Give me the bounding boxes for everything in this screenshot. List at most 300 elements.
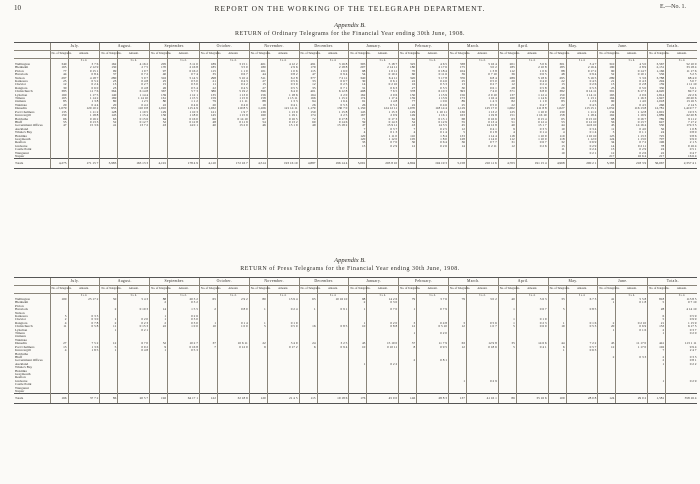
- total-count: 4,703: [498, 159, 516, 169]
- month-header: September.: [150, 278, 200, 286]
- amount-subheader: Amount.: [466, 51, 498, 59]
- telegram-count: 97: [150, 70, 168, 73]
- amount-value: 0 1 4: [516, 131, 548, 134]
- telegram-count: 27: [399, 87, 417, 90]
- telegram-count: 185: [498, 66, 516, 69]
- amount-value: 9 11 2: [666, 118, 698, 121]
- amount-value: 1 12 4: [516, 94, 548, 97]
- amount-value: 0 7 9: [417, 308, 449, 311]
- amount-value: 0 5 8: [516, 87, 548, 90]
- amount-value: 0 7 1: [317, 87, 349, 90]
- office-name: Port Chalmers: [15, 109, 35, 114]
- amount-value: 2 0 9: [367, 114, 399, 117]
- telegram-count: 295: [548, 77, 566, 80]
- amount-value: 0 5 2: [367, 104, 399, 107]
- amount-value: 14 0 1: [168, 124, 200, 127]
- amount-value: 1 12 0: [367, 138, 399, 141]
- amount-value: 6 2 8: [267, 77, 299, 80]
- amount-value: 0 2 4: [68, 83, 100, 86]
- amount-value: 0 4 0: [516, 80, 548, 83]
- telegram-count: 112: [498, 138, 516, 141]
- amount-value: 0 4 2: [118, 104, 150, 107]
- amount-value: 5 17 8: [417, 77, 449, 80]
- telegram-count: 175: [448, 66, 466, 69]
- amount-value: 20 3 2: [168, 298, 200, 301]
- month-header: January.: [349, 278, 399, 286]
- amount-value: 9 8 6: [666, 135, 698, 138]
- amount-value: 0 2 7: [466, 83, 498, 86]
- amount-value: 1 3 8: [466, 70, 498, 73]
- amount-value: 1 0 0: [168, 325, 200, 328]
- telegram-count: 2: [598, 356, 616, 359]
- amount-value: 1 18 4: [566, 114, 598, 117]
- office-name: Rangiora: [15, 85, 28, 90]
- count-subheader: No. of Telegrams.: [548, 286, 566, 294]
- month-header: Totals.: [648, 43, 698, 51]
- telegram-count: 24: [648, 131, 666, 134]
- telegram-count: 22: [548, 104, 566, 107]
- amount-value: 0 6 3: [566, 349, 598, 352]
- amount-value: 0 2 2: [666, 363, 698, 366]
- telegram-count: 156: [150, 114, 168, 117]
- telegram-count: 1: [150, 349, 168, 352]
- telegram-count: 25: [448, 104, 466, 107]
- amount-value: 2 2 5: [317, 114, 349, 117]
- amount-value: 1 0 11: [367, 70, 399, 73]
- amount-value: 0 5 3: [168, 349, 200, 352]
- office-name: Timaru: [15, 331, 25, 336]
- telegram-count: 1: [399, 308, 417, 311]
- office-name: Christchurch: [15, 324, 33, 329]
- telegram-count: 150: [299, 111, 317, 114]
- telegram-count: 22: [399, 104, 417, 107]
- office-name: Invercargill: [15, 348, 31, 353]
- telegram-count: 62: [399, 118, 417, 121]
- amount-value: 0 10 3: [118, 308, 150, 311]
- amount-value: 0 8 8: [367, 325, 399, 328]
- amount-value: 14 6 10: [566, 124, 598, 127]
- ordinary-telegrams-table: [14, 42, 697, 169]
- month-header: June.: [598, 278, 648, 286]
- amount-value: 0 3 3: [616, 356, 648, 359]
- telegram-count: 386: [199, 90, 217, 93]
- amount-value: 0 10 1: [616, 73, 648, 76]
- amount-value: 0 1 9: [516, 318, 548, 321]
- telegram-count: 12: [598, 152, 616, 155]
- total-count: 166: [50, 394, 68, 404]
- amount-value: 0 3 2: [168, 301, 200, 304]
- amount-value: 16 6 4: [616, 155, 648, 159]
- amount-value: 1 14 4: [118, 94, 150, 97]
- telegram-count: 45: [598, 342, 616, 345]
- amount-value: 0 2 7: [118, 83, 150, 86]
- amount-value: 2 1 5: [666, 141, 698, 144]
- telegram-count: 165: [50, 66, 68, 69]
- amount-value: 0 12 8: [168, 121, 200, 124]
- total-amount: 178 4 9: [168, 159, 200, 169]
- total-count: 4,191: [150, 159, 168, 169]
- telegram-count: 40: [199, 124, 217, 127]
- telegram-count: 22: [498, 104, 516, 107]
- telegram-count: 1,814: [648, 94, 666, 97]
- telegram-count: 134: [598, 111, 616, 114]
- amount-value: 0 2 6: [168, 315, 200, 318]
- amount-value: 2 16 4: [566, 66, 598, 69]
- month-header: November.: [249, 43, 299, 51]
- amount-value: 0 1 4: [566, 131, 598, 134]
- amount-value: 0 5 5: [267, 87, 299, 90]
- telegram-count: 2: [199, 308, 217, 311]
- amount-value: 7 6 5: [367, 90, 399, 93]
- amount-value: 0 2 3: [118, 322, 150, 325]
- amount-value: 7 17 2: [666, 121, 698, 124]
- telegram-count: 11: [598, 128, 616, 131]
- telegram-count: 5: [648, 318, 666, 321]
- amount-value: 1 6 4: [317, 100, 349, 103]
- amount-value: 1,419 7 7: [666, 107, 698, 110]
- amount-value: 1 8 0: [417, 138, 449, 141]
- amount-value: 1 8 4: [417, 135, 449, 138]
- telegram-count: 7: [349, 128, 367, 131]
- telegram-count: 16: [399, 83, 417, 86]
- telegram-count: 1,070: [399, 107, 417, 110]
- count-subheader: No. of Telegrams.: [448, 286, 466, 294]
- total-count: 86: [100, 394, 118, 404]
- office-name: Whale's Bay: [15, 130, 33, 135]
- telegram-count: 1: [598, 329, 616, 332]
- amount-value: 1 5 5: [168, 308, 200, 311]
- telegram-count: 90: [598, 100, 616, 103]
- month-header: January.: [349, 43, 399, 51]
- amount-value: 0 4 7: [516, 104, 548, 107]
- amount-value: 6 17 5: [666, 325, 698, 328]
- telegram-count: 185: [199, 66, 217, 69]
- telegram-count: 70: [399, 70, 417, 73]
- telegram-count: 159: [50, 114, 68, 117]
- telegram-count: 79: [448, 298, 466, 301]
- amount-value: 1 16 1: [417, 114, 449, 117]
- count-subheader: No. of Telegrams.: [299, 51, 317, 59]
- office-name: Wellington: [15, 297, 30, 301]
- amount-value: 0 2 9: [466, 380, 498, 383]
- month-header: May.: [548, 278, 598, 286]
- amount-value: 1 14 0: [466, 138, 498, 141]
- count-subheader: No. of Telegrams.: [349, 286, 367, 294]
- amount-value: 2 14 5: [666, 104, 698, 107]
- telegram-count: 55: [50, 121, 68, 124]
- telegram-count: 1,150: [349, 107, 367, 110]
- telegram-count: 4: [399, 131, 417, 134]
- amount-value: 0 3 7: [367, 128, 399, 131]
- amount-subheader: Amount.: [516, 286, 548, 294]
- telegram-count: 88: [249, 100, 267, 103]
- amount-value: 1 15 9: [217, 114, 249, 117]
- office-name: Blenheim: [15, 65, 29, 70]
- amount-value: 0 12 9: [417, 121, 449, 124]
- amount-value: 0 13 4: [466, 121, 498, 124]
- amount-value: 0 6 7: [516, 141, 548, 144]
- amount-value: 6 7 0: [118, 342, 150, 345]
- amount-value: 0 8 2: [267, 73, 299, 76]
- telegram-count: 128: [100, 111, 118, 114]
- telegram-count: 376: [448, 77, 466, 80]
- amount-subheader: Amount.: [566, 51, 598, 59]
- telegram-count: 30: [50, 87, 68, 90]
- amount-value: 1 1 2: [168, 100, 200, 103]
- telegram-count: 60: [199, 118, 217, 121]
- amount-value: 1 19 1: [267, 114, 299, 117]
- telegram-count: 9: [249, 346, 267, 349]
- amount-value: 0 3 0: [168, 318, 200, 321]
- count-subheader: No. of Telegrams.: [100, 286, 118, 294]
- telegram-count: 140: [100, 94, 118, 97]
- office-name: Blenheim: [15, 300, 29, 305]
- telegram-count: 1,002: [498, 107, 516, 110]
- telegram-count: 27: [249, 87, 267, 90]
- units-label: £ s. d.: [616, 59, 648, 64]
- amount-value: 19 3 3: [666, 111, 698, 114]
- telegram-count: 158: [548, 114, 566, 117]
- units-label: £ s. d.: [666, 59, 698, 64]
- amount-value: 1 14 4: [466, 135, 498, 138]
- telegram-count: 65: [548, 118, 566, 121]
- amount-value: 1 13 11: [267, 97, 299, 100]
- telegram-count: 52: [100, 121, 118, 124]
- telegram-count: 35: [199, 73, 217, 76]
- amount-value: 6 8 4: [466, 77, 498, 80]
- amount-value: 0 16 2: [168, 70, 200, 73]
- amount-value: 111 8 8: [516, 107, 548, 110]
- amount-value: 1 9 7: [217, 111, 249, 114]
- amount-subheader: Amount.: [666, 51, 698, 59]
- amount-value: 10 2 7: [168, 342, 200, 345]
- telegram-count: 1: [448, 380, 466, 383]
- telegram-count: 43: [150, 124, 168, 127]
- amount-value: 0 2 6: [566, 83, 598, 86]
- telegram-count: 115: [299, 70, 317, 73]
- amount-value: 0 4 3: [217, 80, 249, 83]
- telegram-count: 1,052: [598, 107, 616, 110]
- amount-value: 0 2 11: [466, 145, 498, 148]
- amount-value: 0 1 8: [466, 131, 498, 134]
- amount-value: 13 16 5: [666, 100, 698, 103]
- telegram-count: 13: [548, 83, 566, 86]
- month-header: April.: [498, 43, 548, 51]
- telegram-count: 22: [548, 80, 566, 83]
- telegram-count: 68: [448, 118, 466, 121]
- amount-value: 0 2 0: [666, 332, 698, 335]
- telegram-count: 39: [448, 73, 466, 76]
- amount-value: 0 15 1: [417, 118, 449, 121]
- telegram-count: 9: [498, 128, 516, 131]
- totals-label: Totals: [14, 159, 50, 169]
- telegram-count: 25: [50, 80, 68, 83]
- amount-subheader: Amount.: [68, 51, 100, 59]
- telegram-count: 179: [299, 66, 317, 69]
- amount-value: 0 9 1: [317, 308, 349, 311]
- telegram-count: 28: [648, 308, 666, 311]
- amount-value: 0 1 8: [616, 301, 648, 304]
- telegram-count: 27: [50, 342, 68, 345]
- amount-value: 6 17 3: [616, 90, 648, 93]
- month-header: September.: [150, 43, 200, 51]
- telegram-count: 280: [100, 77, 118, 80]
- telegram-count: 13: [448, 83, 466, 86]
- amount-value: 0 6 9: [566, 141, 598, 144]
- telegram-count: 98: [349, 298, 367, 301]
- telegram-count: 162: [349, 94, 367, 97]
- telegram-count: 2: [150, 322, 168, 325]
- amount-value: 0 6 0: [68, 87, 100, 90]
- office-name: Waimate: [15, 337, 27, 342]
- total-amount: 28 0 8: [566, 394, 598, 404]
- office-name: Wanganui: [15, 150, 29, 155]
- office-name: Invercargill: [15, 113, 31, 118]
- amount-value: 0 5 0: [466, 80, 498, 83]
- telegram-count: 130: [548, 111, 566, 114]
- amount-value: 0 15 10: [566, 118, 598, 121]
- amount-value: 1 10 10: [566, 135, 598, 138]
- amount-value: 0 16 2: [68, 118, 100, 121]
- telegram-count: 25: [598, 87, 616, 90]
- telegram-count: 145: [349, 111, 367, 114]
- office-name: Wanganui: [15, 385, 29, 390]
- telegram-count: 118: [548, 138, 566, 141]
- amount-value: 0 2 6: [616, 152, 648, 155]
- amount-value: 0 6 0: [516, 325, 548, 328]
- amount-value: 5 3 6: [616, 77, 648, 80]
- office-name: Government Offices: [15, 358, 43, 363]
- office-name: Havelock: [15, 72, 28, 77]
- total-count: 56,067: [648, 159, 666, 169]
- telegram-count: 135: [50, 111, 68, 114]
- telegram-count: 1: [349, 363, 367, 366]
- count-subheader: No. of Telegrams.: [648, 286, 666, 294]
- amount-value: 116 13 8: [616, 107, 648, 110]
- telegram-count: 2: [598, 322, 616, 325]
- telegram-count: 28: [498, 87, 516, 90]
- amount-value: 0 1 4: [417, 131, 449, 134]
- telegram-count: 11: [548, 148, 566, 151]
- units-label: £ s. d.: [168, 294, 200, 299]
- amount-value: 9 9 4: [666, 346, 698, 349]
- telegram-count: 90: [598, 70, 616, 73]
- amount-value: 1 16 10: [516, 114, 548, 117]
- amount-value: 0 2 0: [118, 318, 150, 321]
- total-count: 4,514: [249, 159, 267, 169]
- telegram-count: 45: [598, 124, 616, 127]
- amount-value: 1 3 6: [68, 346, 100, 349]
- total-count: 4,110: [199, 159, 217, 169]
- telegram-count: 1: [548, 349, 566, 352]
- telegram-count: 4: [50, 322, 68, 325]
- telegram-count: 1: [648, 380, 666, 383]
- telegram-count: 160: [50, 94, 68, 97]
- amount-subheader: Amount.: [566, 286, 598, 294]
- amount-value: 0 2 4: [267, 308, 299, 311]
- telegram-count: 54: [349, 73, 367, 76]
- telegram-count: 13: [598, 148, 616, 151]
- amount-value: 10 16 10: [317, 298, 349, 301]
- amount-value: 14 6 6: [516, 342, 548, 345]
- telegram-count: 145: [199, 114, 217, 117]
- amount-value: 1 0 6: [417, 100, 449, 103]
- amount-subheader: Amount.: [267, 286, 299, 294]
- amount-value: 1 0 6: [516, 70, 548, 73]
- telegram-count: 139: [249, 111, 267, 114]
- telegram-count: 408: [349, 90, 367, 93]
- office-header: [14, 278, 50, 286]
- total-count: 120: [249, 394, 267, 404]
- units-label: £ s. d.: [267, 294, 299, 299]
- telegram-count: 536: [648, 73, 666, 76]
- telegram-count: 5: [50, 315, 68, 318]
- amount-value: 0 4 8: [118, 80, 150, 83]
- telegram-count: 1: [249, 308, 267, 311]
- amount-value: 0 13 3: [68, 121, 100, 124]
- amount-value: 0 15 1: [68, 70, 100, 73]
- telegram-count: 30: [448, 87, 466, 90]
- amount-value: 0 4 7: [666, 152, 698, 155]
- amount-value: 115 4 9: [168, 107, 200, 110]
- telegram-count: 1: [349, 308, 367, 311]
- telegram-count: 1,010: [150, 107, 168, 110]
- amount-value: 0 5 0: [168, 80, 200, 83]
- telegram-count: 316: [150, 77, 168, 80]
- amount-value: 1 15 9: [217, 97, 249, 100]
- telegram-count: 14: [349, 83, 367, 86]
- telegram-count: 21: [648, 322, 666, 325]
- amount-value: 2 10 8: [516, 66, 548, 69]
- telegram-count: 52: [150, 121, 168, 124]
- count-subheader: No. of Telegrams.: [648, 51, 666, 59]
- amount-value: 0 7 0: [367, 141, 399, 144]
- telegram-count: 66: [50, 118, 68, 121]
- count-subheader: No. of Telegrams.: [50, 51, 68, 59]
- amount-value: 2 18 8: [317, 66, 349, 69]
- office-name: Kaikoura: [15, 314, 28, 319]
- amount-value: 1 1 11: [217, 100, 249, 103]
- telegram-count: 41: [100, 124, 118, 127]
- telegram-count: 55: [448, 121, 466, 124]
- amount-value: 5 2 3: [666, 73, 698, 76]
- totals-row: [14, 159, 697, 169]
- office-name: Timaru: [15, 96, 25, 101]
- telegram-count: 37: [199, 342, 217, 345]
- units-label: £ s. d.: [118, 294, 150, 299]
- telegram-count: 173: [448, 97, 466, 100]
- amount-value: 0 5 5: [417, 87, 449, 90]
- telegram-count: 383: [50, 90, 68, 93]
- telegram-count: 115: [199, 70, 217, 73]
- amount-value: 124 12 11: [367, 107, 399, 110]
- office-name: Bluff: [15, 119, 23, 124]
- amount-value: 1 15 4: [118, 114, 150, 117]
- amount-value: 2 14 11: [367, 66, 399, 69]
- telegram-count: 60: [299, 121, 317, 124]
- amount-value: 0 8 1: [417, 359, 449, 362]
- amount-value: 0 6 9: [616, 325, 648, 328]
- telegram-count: 151: [498, 114, 516, 117]
- amount-value: 1 4 0: [616, 100, 648, 103]
- amount-value: 0 14 3: [367, 121, 399, 124]
- amount-value: 3 15 1: [217, 63, 249, 66]
- amount-value: 0 4 6: [417, 80, 449, 83]
- office-name: Greymouth: [15, 371, 31, 376]
- telegram-count: 158: [249, 97, 267, 100]
- amount-value: 0 5 6: [267, 80, 299, 83]
- telegram-count: 5: [100, 346, 118, 349]
